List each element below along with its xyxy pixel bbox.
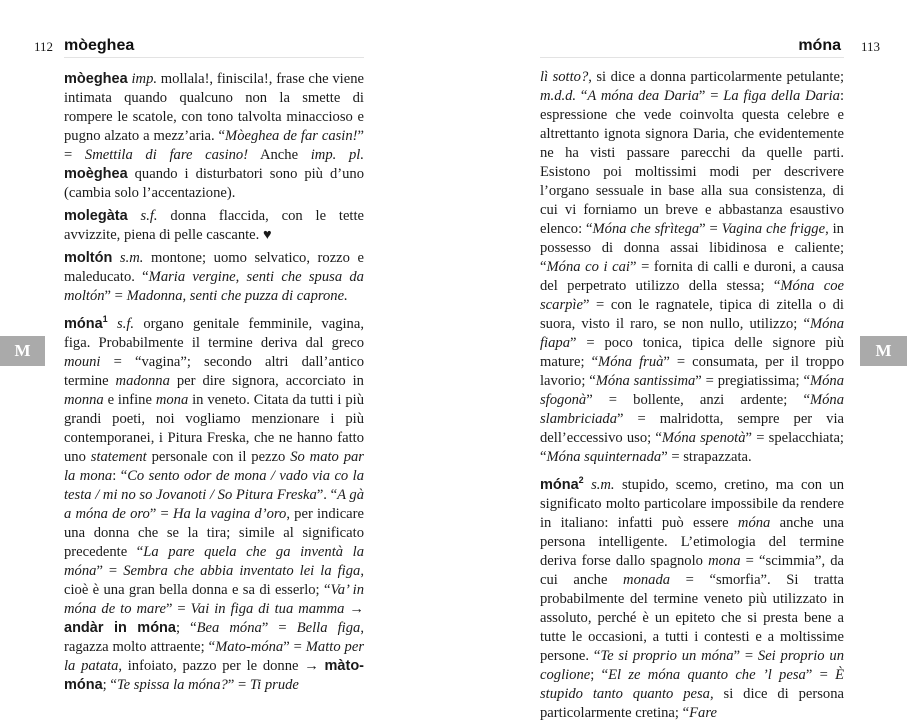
- definition-text: ” =: [699, 221, 722, 237]
- headword-text: móna: [540, 476, 579, 493]
- definition-text: ” = pregiatissima; “: [695, 373, 810, 389]
- italic-term: mona: [708, 552, 741, 569]
- arrow-icon: →: [344, 600, 365, 617]
- translation-phrase: È stupido tanto quanto pesa: [540, 666, 845, 702]
- example-phrase: Móna spenotà: [661, 430, 746, 446]
- definition-text: Anche: [248, 147, 311, 163]
- translation-phrase: Sei proprio un coglione: [540, 647, 844, 683]
- translation-phrase: Ti prude: [249, 676, 299, 693]
- definition-text: , ragazza molto attraente; “: [64, 619, 364, 655]
- definition-text: ” = bollente, anzi ardente; “: [586, 392, 810, 408]
- abbreviation: m.d.d.: [540, 88, 577, 104]
- italic-term: mona: [155, 391, 189, 408]
- example-phrase: Móna fruà: [598, 354, 664, 370]
- example-phrase: A gà a móna de oro: [64, 486, 364, 522]
- definition-text: ” =: [261, 619, 297, 636]
- definition-text: stupido, scemo, cretino, ma con un significato molto particolare impossibile da rendere in italiano: infatti può essere: [540, 476, 844, 531]
- thumb-index-tab: M: [0, 336, 45, 366]
- arrow-icon: →: [304, 657, 325, 674]
- grammar-tag: imp.: [131, 71, 158, 87]
- grammar-tag: s.f.: [117, 315, 135, 332]
- translation-phrase: lì sotto?: [540, 69, 589, 85]
- headword-text: móna: [64, 315, 103, 332]
- headword: [64, 316, 108, 332]
- running-head: mòeghea: [64, 37, 135, 54]
- example-phrase: A móna dea Daria: [587, 88, 699, 104]
- definition-text: mollala!, finiscila!, frase che viene intimata quando qualcuno non la smette di rompere le scatole, con tono talvolta minaccioso e pugno alzato a mezz’aria. “: [64, 71, 364, 144]
- definition-text: ” = fornita di calli e duroni, a causa del perpetrato utilizzo della stessa; “: [540, 259, 844, 294]
- grammar-tag: s.f.: [140, 208, 158, 224]
- dictionary-entry: [64, 310, 364, 695]
- definition-text: ” =: [149, 505, 173, 522]
- example-phrase: Te spissa la móna?: [116, 676, 228, 693]
- definition-text: “: [576, 88, 588, 104]
- translation-phrase: Madonna, senti che puzza di caprone.: [126, 288, 348, 304]
- translation-phrase: Vai in figa di tua mamma: [190, 600, 345, 617]
- definition-text: organo genitale femminile, vagina, figa. Probabilmente il termine deriva dal greco: [64, 315, 364, 351]
- headword: moltón: [64, 250, 113, 266]
- italic-term: móna: [737, 514, 771, 531]
- entry-continuation: [540, 68, 844, 467]
- definition-text: personale con il pezzo: [146, 448, 291, 465]
- example-phrase: Maria vergine, senti che spusa da moltón: [64, 269, 364, 304]
- right-text-column: [540, 68, 844, 727]
- definition-text: in veneto. Citata da tutti i più grandi poeti, noi vogliamo menzionare i più contemporanei, i Pitura Freska, che ne hanno fatto uno: [64, 391, 364, 465]
- headword: mòeghea: [64, 71, 128, 87]
- left-text-column: [64, 70, 364, 699]
- homograph-number: 1: [102, 314, 108, 324]
- running-head: móna: [798, 37, 841, 54]
- definition-text: ” =: [698, 88, 724, 104]
- example-phrase: Móna sfogonà: [540, 373, 844, 408]
- homograph-number: 2: [578, 475, 584, 485]
- translation-phrase: Ha la vagina d’oro: [172, 505, 287, 522]
- definition-text: : espressione che vede coinvolta questa celebre e altrettanto ignota signora Daria, che evidentemente ne ha visti passare parecchi da quelle parti. Esistono poi moltissimi modi per descrivere l’organo sessuale in base alla sua consistenza, di cui vi forniamo un breve e abbastanza esaustivo elenco: “: [540, 88, 845, 237]
- definition-text: , in possesso di donna assai libidinosa e caliente; “: [540, 221, 844, 275]
- dictionary-entry: [64, 207, 364, 245]
- example-phrase: El ze móna quanto che ’l pesa: [608, 666, 806, 683]
- definition-text: ” =: [165, 600, 191, 617]
- definition-text: ” = strapazzata.: [661, 449, 752, 465]
- dictionary-entry: [64, 70, 364, 203]
- italic-term: monna: [64, 391, 104, 408]
- definition-text: ” = malridotta, sempre per via dell’eccessivo uso; “: [540, 411, 844, 446]
- italic-term: madonna: [115, 372, 170, 389]
- example-phrase: La pare quela che ga inventà la móna: [64, 543, 364, 579]
- italic-term: statement: [90, 448, 147, 465]
- example-phrase: Va’ in móna de to mare: [64, 581, 364, 617]
- example-phrase: Móna slambriciada: [540, 392, 844, 427]
- definition-text: ” =: [227, 676, 250, 693]
- example-phrase: Móna santissima: [595, 373, 696, 389]
- definition-text: ”. “: [316, 486, 338, 503]
- example-phrase: Móna co i cai: [546, 259, 630, 275]
- page-number: 112: [34, 39, 54, 54]
- headword: [540, 477, 584, 493]
- example-phrase: Móna che sfrìtega: [592, 221, 700, 237]
- example-phrase: Móna coe scarpìe: [540, 278, 844, 313]
- example-phrase: Fare: [689, 704, 717, 721]
- definition-text: montone; uomo selvatico, rozzo e maleducato. “: [64, 250, 364, 285]
- left-page: [0, 0, 453, 700]
- definition-text: ” = poco tonica, tipica delle signore più mature; “: [540, 335, 844, 370]
- definition-text: e infine: [103, 391, 156, 408]
- definition-text: ” =: [283, 638, 306, 655]
- definition-text: , per indicare una donna che se la tira; simile al significato precedente “: [64, 505, 364, 560]
- cross-reference: màto-móna: [64, 657, 365, 693]
- cross-reference: andàr in móna: [64, 619, 176, 636]
- translation-phrase: Smettila di fare casino!: [84, 147, 249, 163]
- definition-text: , si dice a donna particolarmente petulante;: [588, 69, 844, 85]
- example-phrase: Te si proprio un móna: [600, 647, 734, 664]
- song-title: So mato par la mona: [64, 448, 364, 484]
- definition-text: ” =: [805, 666, 836, 683]
- translation-phrase: Vagina che frigge: [721, 221, 826, 237]
- example-phrase: Móna squinternada: [546, 449, 662, 465]
- definition-text: ” =: [64, 128, 364, 163]
- definition-text: ” = spelacchiata; “: [540, 430, 844, 465]
- italic-term: mouni: [64, 353, 101, 370]
- dictionary-entry: [64, 249, 364, 306]
- example-phrase: Bea móna: [196, 619, 262, 636]
- definition-text: ” =: [733, 647, 758, 664]
- example-phrase: Mòeghea de far casin!: [225, 128, 358, 144]
- definition-text: ” =: [104, 288, 127, 304]
- definition-text: , cioè è una gran bella donna e sa di esserlo; “: [64, 562, 364, 598]
- definition-text: ; “: [175, 619, 197, 636]
- right-page: [454, 0, 907, 721]
- definition-text: per dire signora, accorciato in: [169, 372, 364, 389]
- translation-phrase: La figa della Daria: [723, 88, 840, 104]
- dictionary-entry: [540, 471, 844, 723]
- definition-text: ; “: [102, 676, 117, 693]
- definition-text: quando i disturbatori sono più d’uno (cambia solo l’accentazione).: [64, 166, 364, 201]
- definition-text: = “scimmia”, da cui anche: [540, 552, 845, 588]
- definition-text: ” =: [96, 562, 124, 579]
- translation-phrase: Bella figa: [296, 619, 361, 636]
- definition-text: = “vagina”; secondo altri dall’antico termine: [64, 353, 364, 389]
- definition-text: donna flaccida, con le tette avvizzite, piena di pelle cascante. ♥: [64, 208, 365, 243]
- page-number: 113: [861, 39, 881, 54]
- grammar-tag: s.m.: [591, 476, 615, 493]
- definition-text: = “smorfia”. Si tratta probabilmente del termine veneto più utilizzato in assoluto, perché è un epiteto che si presta bene a tutte le occasioni, a tutti i contesti e a moltissime persone. “: [540, 571, 845, 664]
- song-lyric: Co sento odor de mona / vado via co la testa / mi no so Jovanoti / So Pitura Freska: [64, 467, 365, 503]
- header-rule: [540, 57, 844, 58]
- example-phrase: Móna fiapa: [540, 316, 844, 351]
- definition-text: , infoiato, pazzo per le donne: [118, 657, 305, 674]
- translation-phrase: Sembra che abbia inventato lei la figa: [123, 562, 361, 579]
- headword: molegàta: [64, 208, 128, 224]
- definition-text: : “: [112, 467, 128, 484]
- grammar-tag: imp. pl.: [310, 147, 364, 163]
- definition-text: ; “: [590, 666, 609, 683]
- definition-text: ” = consumata, per il troppo lavorio; “: [540, 354, 844, 389]
- italic-term: monada: [623, 571, 671, 588]
- example-phrase: Mato-móna: [215, 638, 284, 655]
- definition-text: , si dice di persona particolarmente cretina; “: [540, 685, 844, 721]
- headword-variant: moèghea: [64, 166, 128, 182]
- definition-text: ” = con le ragnatele, tipica di zitella o di suora, visto il raro, se non nullo, utilizzo; “: [540, 297, 844, 332]
- definition-text: anche una persona intelligente. L’etimologia del termine deriva forse dallo spagnolo: [540, 514, 844, 569]
- grammar-tag: s.m.: [119, 250, 144, 266]
- translation-phrase: Matto per la patata: [64, 638, 364, 674]
- header-rule: [64, 57, 364, 58]
- thumb-index-tab: M: [860, 336, 907, 366]
